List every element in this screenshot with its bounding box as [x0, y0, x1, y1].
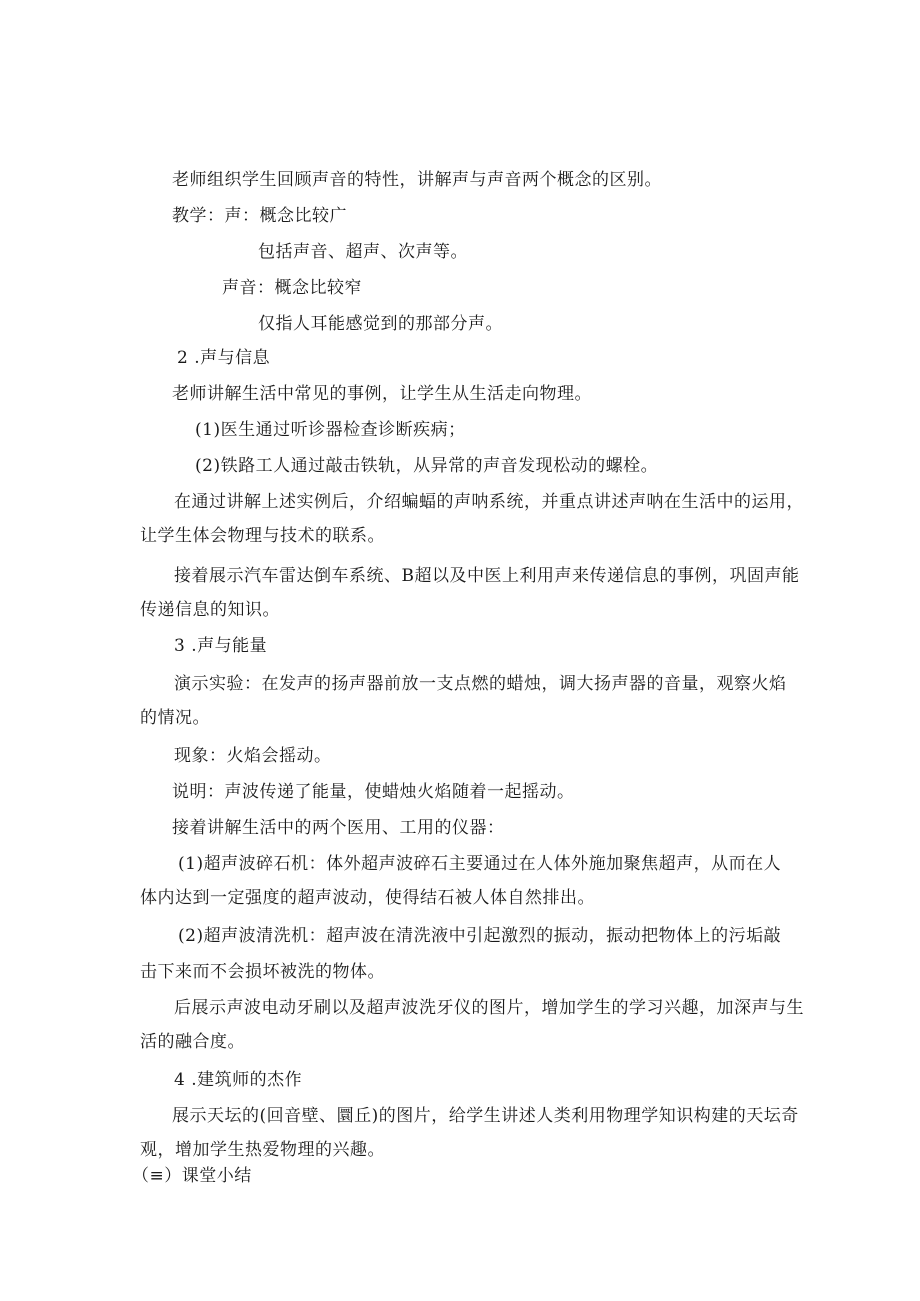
text-line: 现象：火焰会摇动。: [174, 746, 332, 766]
text-line: 观，增加学生热爱物理的兴趣。: [140, 1140, 385, 1160]
list-item: (1)超声波碎石机：体外超声波碎石主要通过在人体外施加聚焦超声，从而在人: [178, 854, 782, 874]
section-heading: （≡）课堂小结: [132, 1166, 252, 1186]
section-heading: 3 .声与能量: [174, 636, 268, 656]
text-line: 演示实验：在发声的扬声器前放一支点燃的蜡烛，调大扬声器的音量，观察火焰: [174, 674, 787, 694]
text-line: 击下来而不会损坏被洗的物体。: [140, 962, 385, 982]
text-line: 体内达到一定强度的超声波动，使得结石被人体自然排出。: [140, 888, 595, 908]
text-line: 声音：概念比较窄: [222, 278, 362, 298]
section-heading: 2 .声与信息: [177, 348, 271, 368]
list-item: (2)超声波清洗机：超声波在清洗液中引起激烈的振动，振动把物体上的污垢敲: [178, 926, 782, 946]
text-line: 后展示声波电动牙刷以及超声波洗牙仪的图片，增加学生的学习兴趣，加深声与生: [174, 998, 804, 1018]
text-line: 的情况。: [140, 708, 210, 728]
text-line: 教学：声：概念比较广: [172, 206, 347, 226]
text-line: 老师组织学生回顾声音的特性，讲解声与声音两个概念的区别。: [172, 170, 662, 190]
text-line: 说明：声波传递了能量，使蜡烛火焰随着一起摇动。: [172, 782, 575, 802]
text-line: 传递信息的知识。: [140, 600, 280, 620]
list-item: (2)铁路工人通过敲击铁轨，从异常的声音发现松动的螺栓。: [195, 456, 659, 476]
text-line: 老师讲解生活中常见的事例，让学生从生活走向物理。: [172, 384, 592, 404]
text-line: 接着讲解生活中的两个医用、工用的仪器：: [172, 818, 505, 838]
text-line: 仅指人耳能感觉到的那部分声。: [258, 314, 503, 334]
list-item: (1)医生通过听诊器检查诊断疾病；: [195, 420, 466, 440]
text-line: 接着展示汽车雷达倒车系统、B超以及中医上利用声来传递信息的事例，巩固声能: [174, 566, 800, 586]
text-line: 展示天坛的(回音壁、圜丘)的图片，给学生讲述人类利用物理学知识构建的天坛奇: [172, 1106, 799, 1126]
text-line: 包括声音、超声、次声等。: [258, 242, 468, 262]
text-line: 在通过讲解上述实例后，介绍蝙蝠的声呐系统，并重点讲述声呐在生活中的运用，: [174, 492, 804, 512]
text-line: 让学生体会物理与技术的联系。: [140, 526, 385, 546]
section-heading: 4 .建筑师的杰作: [174, 1070, 303, 1090]
text-line: 活的融合度。: [140, 1032, 245, 1052]
